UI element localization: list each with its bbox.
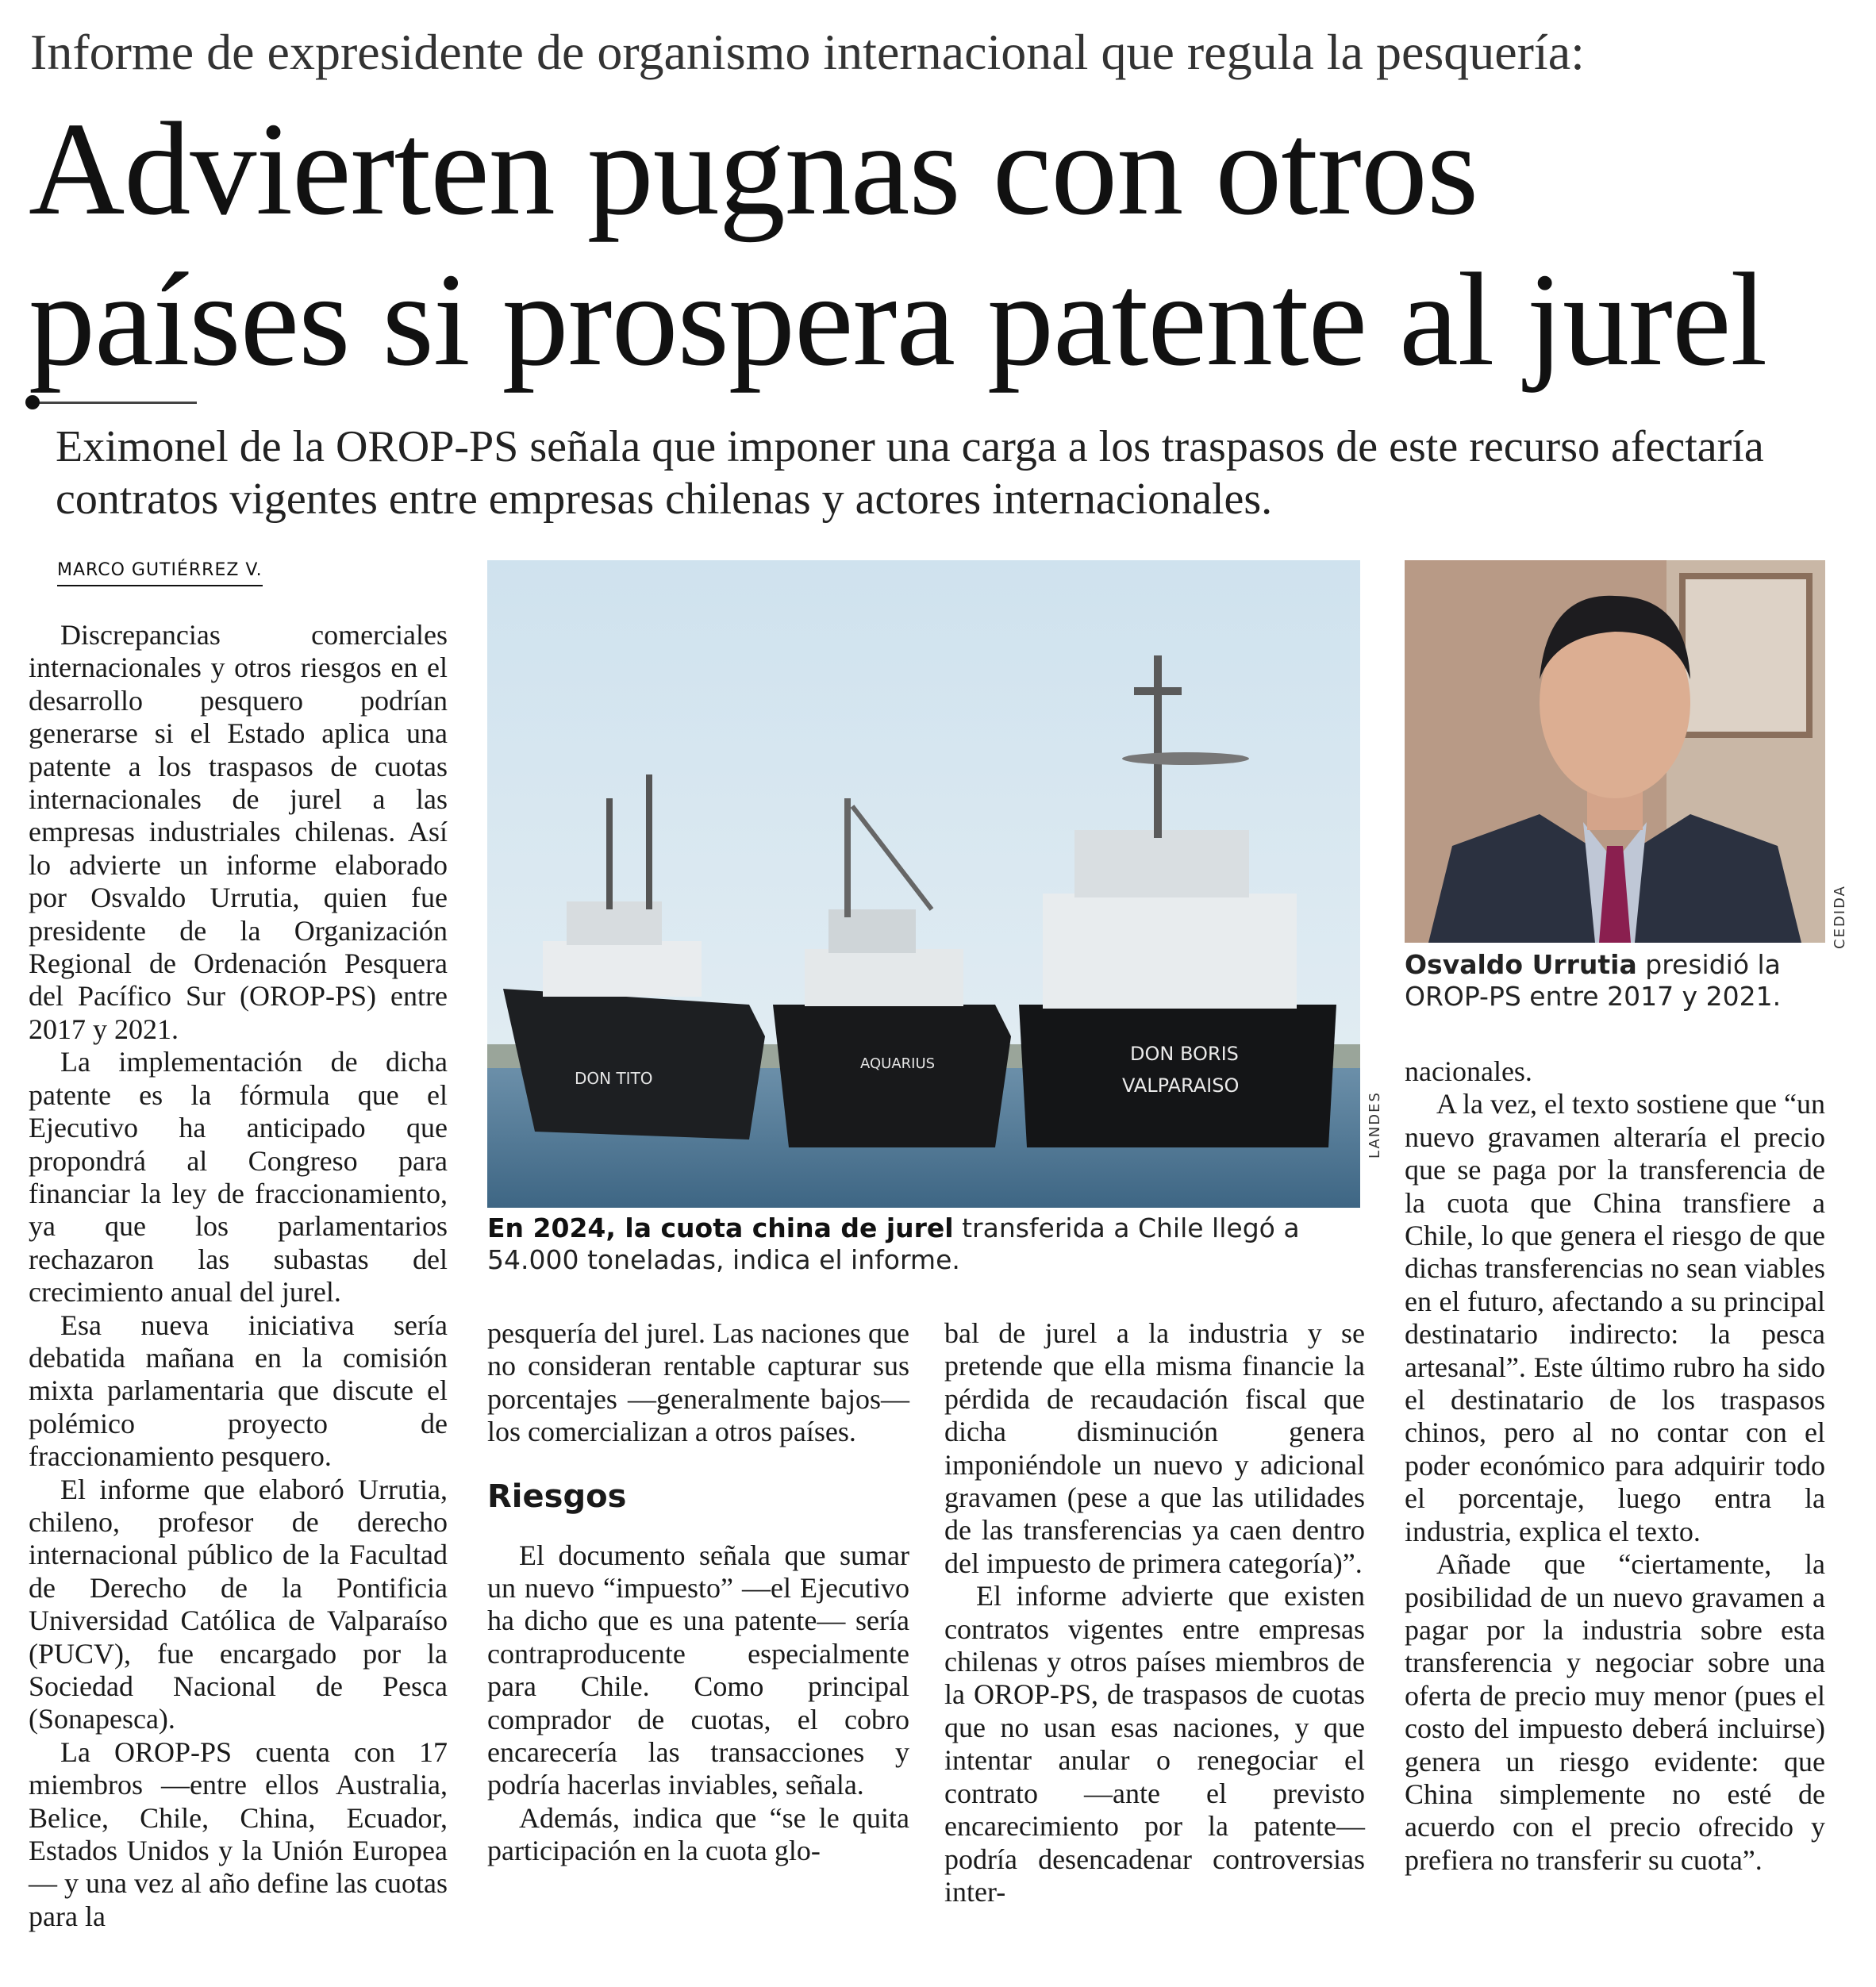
- paragraph: La OROP-PS cuenta con 17 miembros —entre ellos Australia, Belice, Chile, China, Ecuador, Estados Unidos y la Unión Europea— y una vez al año define las cuotas para la: [29, 1735, 448, 1932]
- paragraph: nacionales.: [1405, 1055, 1532, 1087]
- photo-caption-portrait: [1405, 949, 1833, 1013]
- hull-port-3: VALPARAISO: [1122, 1074, 1240, 1097]
- deck: Eximonel de la OROP-PS señala que imponer una carga a los traspasos de este recurso afectaría contratos vigentes entre empresas chilenas y actores internacionales.: [56, 422, 1764, 524]
- hull-name-2: AQUARIUS: [860, 1055, 936, 1072]
- paragraph: El informe que elaboró Urrutia, chileno, profesor de derecho internacional público de la Facultad de Derecho de la Pontificia Universidad Católica de Valparaíso (PUCV), fue encargado por la Sociedad Nacional de Pesca (Sonapesca).: [29, 1473, 448, 1735]
- paragraph: El informe advierte que existen contratos vigentes entre empresas chilenas y otros países miembros de la OROP-PS, de traspasos de cuotas que no usan esas naciones, y que intentar anular o renegociar el contrato —ante el previsto encarecimiento por la patente— podría desencadenar controversias inter-: [944, 1580, 1365, 1908]
- photo-credit-portrait: CEDIDA: [1832, 885, 1848, 949]
- hull-name-1: DON TITO: [575, 1069, 653, 1088]
- caption-bold: Osvaldo Urrutia: [1405, 949, 1637, 980]
- hull-name-3: DON BORIS: [1130, 1043, 1239, 1065]
- headline: [29, 94, 1870, 395]
- photo-portrait-urrutia: [1405, 560, 1825, 943]
- deck-bullet: [25, 395, 40, 409]
- body-column-4: [1405, 1055, 1825, 1877]
- caption-text: transferida a Chile llegó a 54.000 toneladas, indica el informe.: [487, 1213, 1300, 1275]
- paragraph: Añade que “ciertamente, la posibilidad de un nuevo gravamen a pagar por la industria sobre esta transferencia y negociar sobre una oferta de precio muy menor (pues el costo del impuesto deberá incluirse) genera un riesgo evidente: que China simplemente no esté de acuerdo con el precio ofrecido y prefiera no transferir su cuota”.: [1405, 1548, 1825, 1876]
- caption-bold: En 2024, la cuota china de jurel: [487, 1213, 954, 1243]
- paragraph: La implementación de dicha patente es la fórmula que el Ejecutivo ha anticipado que propondrá al Congreso para financiar la ley de fraccionamiento, ya que los parlamentarios rechazaron las subastas del crecimiento anual del jurel.: [29, 1046, 448, 1309]
- photo-caption-main: [487, 1213, 1365, 1276]
- kicker: Informe de expresidente de organismo internacional que regula la pesquería:: [30, 24, 1585, 80]
- headline-line-2: países si prospera patente al jurel: [29, 246, 1767, 394]
- paragraph: bal de jurel a la industria y se pretende que ella misma financie la pérdida de recaudación fiscal que dicha disminución genera imponiéndole un nuevo y adicional gravamen (pese a que las utilidades de las transferencias ya caen dentro del impuesto de primera categoría)”.: [944, 1317, 1365, 1579]
- body-column-1: [29, 619, 448, 1933]
- headline-line-1: Advierten pugnas con otros: [29, 95, 1478, 243]
- body-column-3: [944, 1317, 1365, 1908]
- paragraph: Esa nueva iniciativa sería debatida mañana en la comisión mixta parlamentaria que discute el polémico proyecto de fraccionamiento pesquero.: [29, 1309, 448, 1473]
- photo-credit-main: LANDES: [1367, 1091, 1383, 1159]
- paragraph: Además, indica que “se le quita participación en la cuota glo-: [487, 1801, 909, 1867]
- paragraph: A la vez, el texto sostiene que “un nuevo gravamen alteraría el precio que se paga por la transferencia de la cuota que China transfiere a Chile, lo que genera el riesgo de que dichas transferencias no sean viables en el futuro, afectando a su principal destinatario indirecto: la pesca artesanal”. Este último rubro ha sido el destinatario de los traspasos chinos, pero al no contar con el poder económico para adquirir todo el porcentaje, luego entra la industria, explica el texto.: [1405, 1088, 1825, 1547]
- caption-text: presidió la OROP-PS entre 2017 y 2021.: [1405, 949, 1782, 1012]
- paragraph: Discrepancias comerciales internacionales y otros riesgos en el desarrollo pesquero podrían generarse si el Estado aplica una patente a los traspasos de cuotas internacionales de jurel a las empresas industriales chilenas. Así lo advierte un informe elaborado por Osvaldo Urrutia, quien fue presidente de la Organización Regional de Ordenación Pesquera del Pacífico Sur (OROP-PS) entre 2017 y 2021.: [29, 619, 448, 1045]
- byline: MARCO GUTIÉRREZ V.: [57, 560, 263, 586]
- body-column-2: [487, 1317, 909, 1868]
- subhead: Riesgos: [487, 1478, 627, 1515]
- paragraph: El documento señala que sumar un nuevo “impuesto” —el Ejecutivo ha dicho que es una patente— sería contraproducente especialmente para Chile. Como principal comprador de cuotas, el cobro encarecería las transacciones y podría hacerlas inviables, señala.: [487, 1539, 909, 1801]
- photo-fishing-boats: [487, 560, 1360, 1208]
- portrait-illustration: [1405, 560, 1825, 943]
- fishing-boats-illustration: [487, 560, 1360, 1208]
- paragraph: pesquería del jurel. Las naciones que no consideran rentable capturar sus porcentajes —generalmente bajos— los comercializan a otros países.: [487, 1317, 909, 1448]
- deck-rule: [30, 402, 197, 404]
